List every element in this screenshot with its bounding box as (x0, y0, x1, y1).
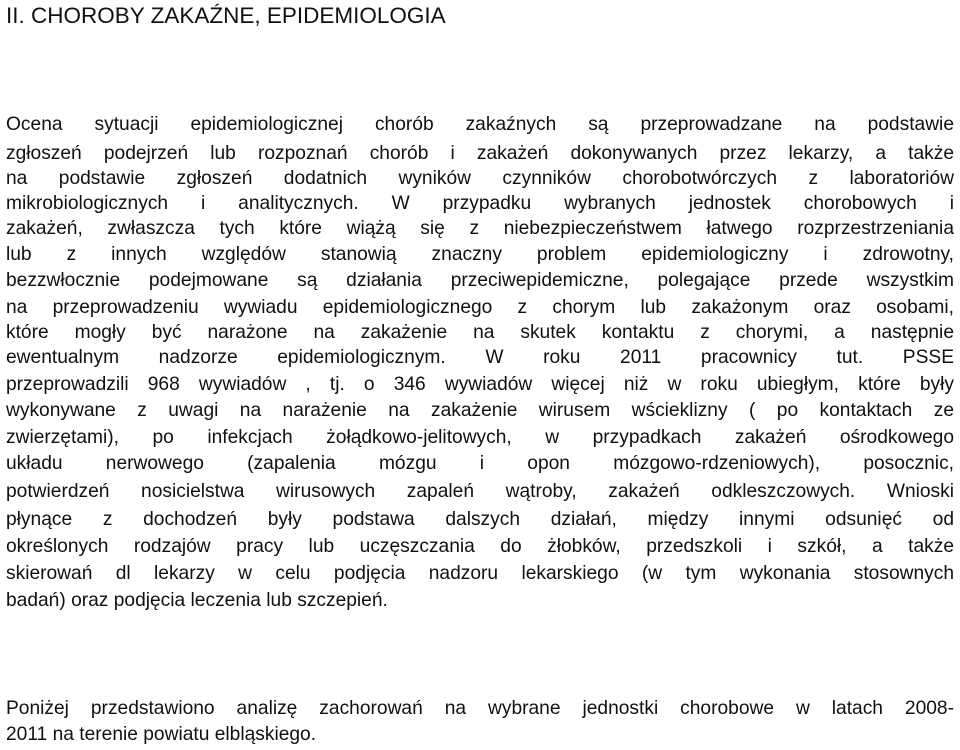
paragraph-line: potwierdzeń nosicielstwa wirusowych zapaleń wątroby, zakażeń odkleszczowych. Wnioski (6, 481, 954, 502)
paragraph-line: na podstawie zgłoszeń dodatnich wyników czynników chorobotwórczych z laboratoriów (6, 168, 954, 189)
paragraph-line: Poniżej przedstawiono analizę zachorowań na wybrane jednostki chorobowe w latach 2008- (6, 698, 954, 719)
paragraph-line: bezzwłocznie podejmowane są działania przeciwepidemiczne, polegające przede wszystkim (6, 270, 954, 291)
paragraph-line: które mogły być narażone na zakażenie na skutek kontaktu z chorymi, a następnie (6, 322, 954, 343)
paragraph-line: zgłoszeń podejrzeń lub rozpoznań chorób i zakażeń dokonywanych przez lekarzy, a także (6, 143, 954, 164)
paragraph-line: płynące z dochodzeń były podstawa dalszych działań, między innymi odsunięć od (6, 509, 954, 530)
paragraph-line: zwierzętami), po infekcjach żołądkowo-jelitowych, w przypadkach zakażeń ośrodkowego (6, 427, 954, 448)
paragraph-line: ewentualnym nadzorze epidemiologicznym. W roku 2011 pracownicy tut. PSSE (6, 347, 954, 368)
paragraph-line: badań) oraz podjęcia leczenia lub szczepień. (6, 590, 388, 611)
paragraph-line: przeprowadzili 968 wywiadów , tj. o 346 wywiadów więcej niż w roku ubiegłym, które były (6, 374, 954, 395)
paragraph-line: skierowań dl lekarzy w celu podjęcia nadzoru lekarskiego (w tym wykonania stosownych (6, 563, 954, 584)
paragraph-line: lub z innych względów stanowią znaczny problem epidemiologiczny i zdrowotny, (6, 244, 954, 265)
paragraph-line: mikrobiologicznych i analitycznych. W przypadku wybranych jednostek chorobowych i (6, 193, 954, 214)
paragraph-line: 2011 na terenie powiatu elbląskiego. (6, 724, 317, 745)
section-heading: II. CHOROBY ZAKAŹNE, EPIDEMIOLOGIA (6, 3, 446, 28)
paragraph-line: wykonywane z uwagi na narażenie na zakażenie wirusem wścieklizny ( po kontaktach ze (6, 400, 954, 421)
paragraph-line: zakażeń, zwłaszcza tych które wiążą się z niebezpieczeństwem łatwego rozprzestrzeniania (6, 218, 954, 239)
paragraph-line: określonych rodzajów pracy lub uczęszczania do żłobków, przedszkoli i szkół, a także (6, 536, 954, 557)
paragraph-line: Ocena sytuacji epidemiologicznej chorób zakaźnych są przeprowadzane na podstawie (6, 114, 954, 135)
paragraph-line: układu nerwowego (zapalenia mózgu i opon mózgowo-rdzeniowych), posocznic, (6, 453, 954, 474)
paragraph-line: na przeprowadzeniu wywiadu epidemiologicznego z chorym lub zakażonym oraz osobami, (6, 297, 954, 318)
